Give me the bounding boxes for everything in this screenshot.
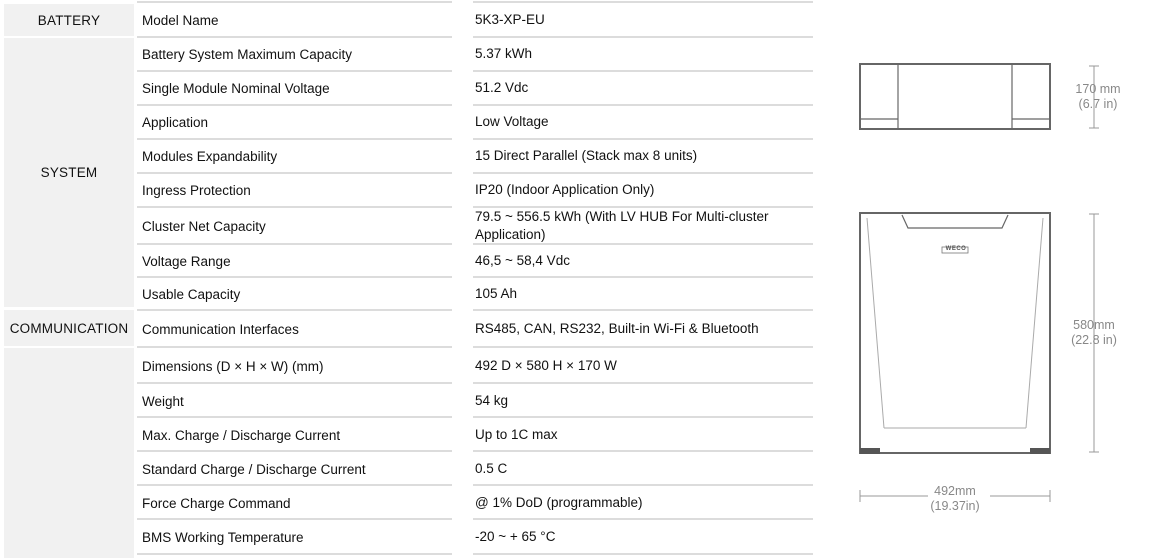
divider [473,484,813,486]
row-value: Low Voltage [475,114,549,129]
row-value: 46,5 ~ 58,4 Vdc [475,253,570,268]
dimension-drawing [840,50,1140,520]
table-row [137,208,813,244]
category-battery: BATTERY [4,4,134,36]
row-label: Dimensions (D × H × W) (mm) [142,358,324,374]
row-value: 105 Ah [475,286,518,301]
category-communication: COMMUNICATION [4,310,134,346]
table-row [137,486,813,520]
weco-logo: WECO [945,246,967,252]
category-system: SYSTEM [4,38,134,307]
divider [137,518,452,520]
row-value: 54 kg [475,393,509,408]
divider [137,553,452,555]
row-label: BMS Working Temperature [142,529,304,545]
divider [473,243,813,245]
divider [137,243,452,245]
row-value: 5.37 kWh [475,46,533,61]
divider [473,70,813,72]
table-row [137,38,813,70]
divider [473,518,813,520]
divider [473,172,813,174]
table-row [137,4,813,36]
table-row [137,349,813,383]
row-value: @ 1% DoD (programmable) [475,495,643,510]
row-label: Modules Expandability [142,148,278,164]
divider [137,346,452,348]
divider [473,382,813,384]
divider [137,416,452,418]
table-row [137,278,813,310]
front-height-in: (22.8 in) [1071,333,1117,347]
divider [137,276,452,278]
row-value: IP20 (Indoor Application Only) [475,182,655,197]
row-label: Model Name [142,12,219,28]
row-label: Voltage Range [142,253,231,269]
divider [473,276,813,278]
divider [137,104,452,106]
table-row [137,384,813,418]
divider [473,206,813,208]
row-value: 15 Direct Parallel (Stack max 8 units) [475,148,698,163]
divider [473,104,813,106]
divider [137,172,452,174]
row-value: 79.5 ~ 556.5 kWh (With LV HUB For Multi-cluster Application) [475,209,769,242]
table-row [137,174,813,206]
divider [137,382,452,384]
category-blank [4,348,134,558]
table-row [137,72,813,104]
row-label: Weight [142,393,184,409]
depth-mm: 492mm [934,484,976,498]
depth-in: (19.37in) [930,499,980,513]
row-label: Max. Charge / Discharge Current [142,427,341,443]
divider [137,206,452,208]
divider [137,309,452,311]
divider [137,484,452,486]
table-row [137,106,813,138]
table-row [137,452,813,486]
row-value: Up to 1C max [475,427,558,442]
row-label: Usable Capacity [142,286,241,302]
row-label: Cluster Net Capacity [142,218,266,234]
top-height-in: (6.7 in) [1078,97,1118,111]
table-row [137,520,813,554]
depth-label [922,484,988,514]
table-row [137,245,813,277]
divider [473,416,813,418]
front-height-label [1062,318,1126,348]
table-row [137,312,813,346]
table-row [137,140,813,172]
divider [473,450,813,452]
row-label: Ingress Protection [142,182,251,198]
table-row [137,418,813,452]
divider [473,309,813,311]
divider [473,346,813,348]
row-label: Single Module Nominal Voltage [142,80,330,96]
row-value: 0.5 C [475,461,508,476]
top-height-label [1066,82,1130,112]
divider [473,1,813,3]
divider [473,36,813,38]
divider [137,450,452,452]
top-height-mm: 170 mm [1075,82,1121,96]
divider [137,138,452,140]
divider [137,36,452,38]
row-label: Battery System Maximum Capacity [142,46,353,62]
row-label: Communication Interfaces [142,321,299,337]
row-value: 51.2 Vdc [475,80,529,95]
divider [137,70,452,72]
row-value: 492 D × 580 H × 170 W [475,358,617,373]
divider [473,138,813,140]
row-label: Force Charge Command [142,495,291,511]
row-value: 5K3-XP-EU [475,12,545,27]
row-label: Standard Charge / Discharge Current [142,461,366,477]
divider [473,553,813,555]
row-value: -20 ~ + 65 °C [475,529,556,544]
divider [137,1,452,3]
front-height-mm: 580mm [1073,318,1115,332]
row-value: RS485, CAN, RS232, Built-in Wi-Fi & Bluetooth [475,321,759,336]
top-view-box [860,64,1050,129]
row-label: Application [142,114,209,130]
